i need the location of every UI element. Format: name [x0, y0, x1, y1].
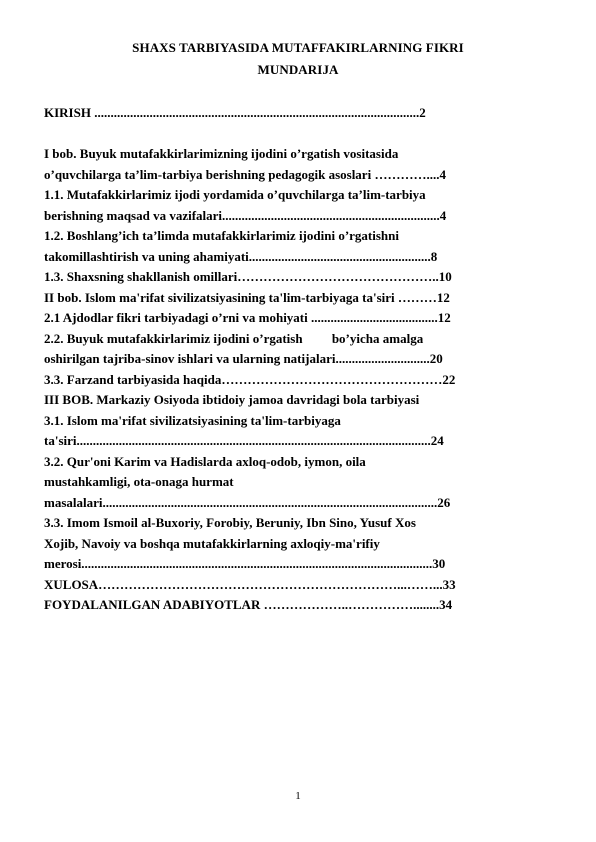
toc-line: 3.2. Qur'oni Karim va Hadislarda axloq-odob, iymon, oila	[44, 453, 366, 469]
toc-line: 2.1 Ajdodlar fikri tarbiyadagi o’rni va mohiyati .......................................12	[44, 310, 451, 325]
toc-line: ta'siri.............................................................................................................24	[44, 433, 444, 448]
toc-line: 1.2. Boshlang’ich ta’limda mutafakkirlarimiz ijodini o’rgatishni	[44, 228, 399, 243]
toc-line: 2.2. Buyuk mutafakkirlarimiz ijodini o’rgatish bo’yicha amalga	[44, 330, 424, 346]
toc-line: 3.3. Imom Ismoil al-Buxoriy, Forobiy, Beruniy, Ibn Sino, Yusuf Xos	[44, 515, 416, 530]
toc-line: Xojib, Navoiy va boshqa mutafakkirlarning axloqiy-ma'rifiy	[44, 535, 380, 551]
toc-spacer	[44, 124, 556, 145]
toc-line: o’quvchilarga ta’lim-tarbiya berishning pedagogik asoslari …………....4	[44, 166, 446, 182]
table-of-contents	[44, 103, 556, 616]
document-title: SHAXS TARBIYASIDA MUTAFFAKIRLARNING FIKRI	[132, 40, 464, 55]
contents-heading: MUNDARIJA	[257, 62, 339, 77]
toc-line: 3.1. Islom ma'rifat sivilizatsiyasining ta'lim-tarbiyaga	[44, 412, 341, 428]
toc-entry-kirish: KIRISH ....................................................................................................2	[44, 105, 426, 120]
toc-line: 1.3. Shaxsning shakllanish omillari………………………………………..10	[44, 269, 452, 284]
toc-line: XULOSA……………………………………………………………...……...33	[44, 576, 456, 592]
toc-line: oshirilgan tajriba-sinov ishlari va ularning natijalari.............................20	[44, 351, 443, 366]
toc-line: FOYDALANILGAN ADABIYOTLAR ………………..……………........34	[44, 597, 453, 612]
toc-line: takomillashtirish va uning ahamiyati........................................................8	[44, 248, 438, 264]
toc-line: II bob. Islom ma'rifat sivilizatsiyasining ta'lim-tarbiyaga ta'siri ………12	[44, 289, 450, 305]
toc-line: merosi............................................................................................................30	[44, 556, 446, 571]
toc-line: berishning maqsad va vazifalari...................................................................4	[44, 207, 447, 223]
toc-line: 3.3. Farzand tarbiyasida haqida……………………………………………22	[44, 371, 456, 387]
toc-line: III BOB. Markaziy Osiyoda ibtidoiy jamoa davridagi bola tarbiyasi	[44, 392, 420, 407]
toc-line: I bob. Buyuk mutafakkirlarimizning ijodini o’rgatish vositasida	[44, 146, 399, 161]
toc-line: 1.1. Mutafakkirlarimiz ijodi yordamida o’quvchilarga ta’lim-tarbiya	[44, 187, 426, 202]
toc-line: masalalari.......................................................................................................26	[44, 494, 451, 510]
toc-line: mustahkamligi, ota-onaga hurmat	[44, 474, 234, 489]
page-number: 1	[295, 790, 301, 802]
